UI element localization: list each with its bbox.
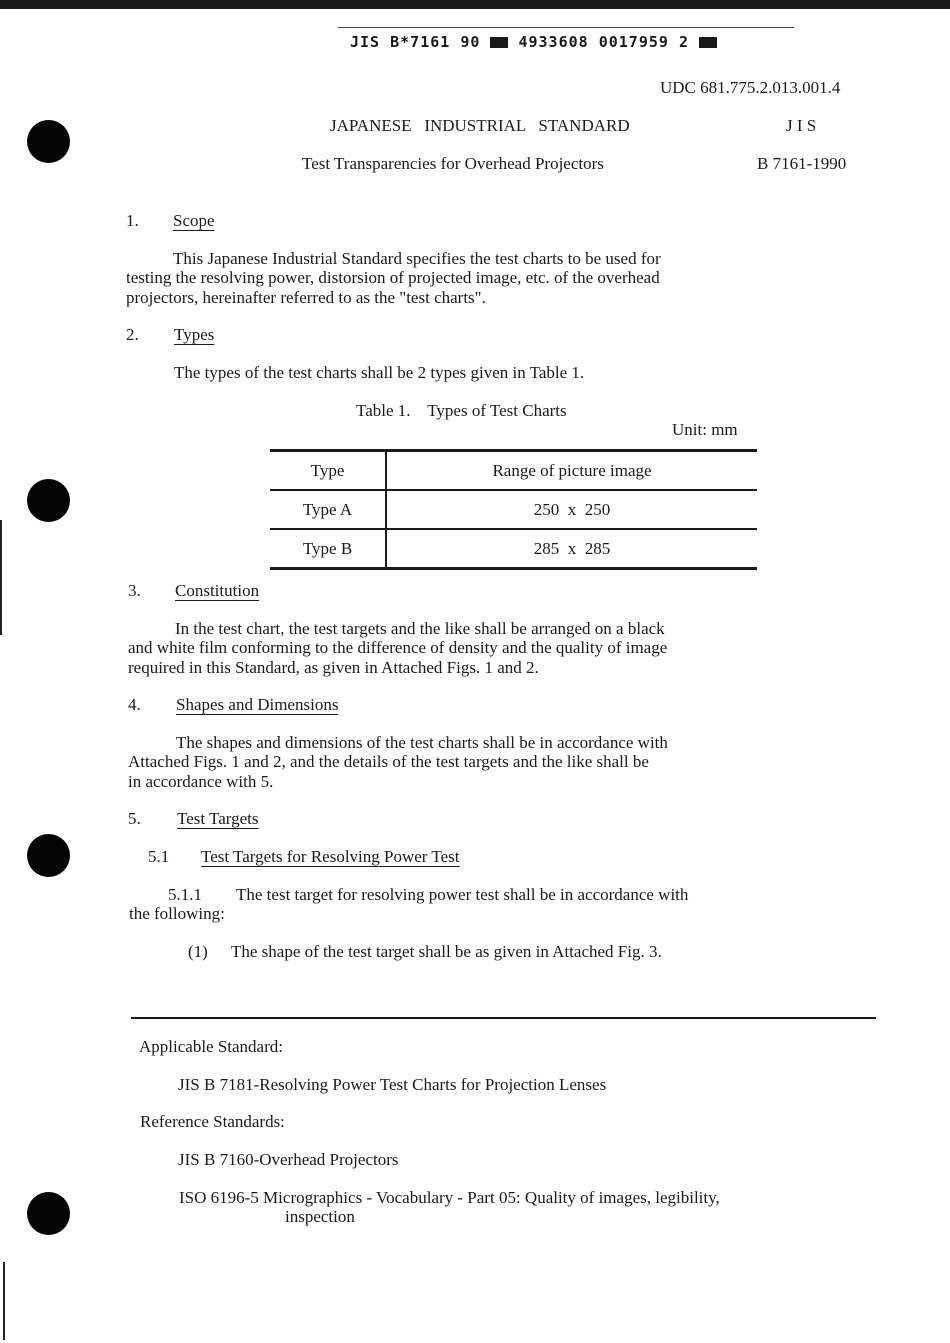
types-table [270, 449, 757, 570]
section-number: 5. [128, 809, 141, 828]
reference-standard-item: JIS B 7160-Overhead Projectors [178, 1150, 399, 1169]
section-number: 2. [126, 325, 139, 344]
catalog-code: JIS B*7161 90 [350, 33, 481, 51]
clause-text: The test target for resolving power test shall be in accordance with [236, 885, 689, 904]
table-unit: Unit: mm [672, 420, 738, 439]
paragraph-line: This Japanese Industrial Standard specifies the test charts to be used for [173, 249, 661, 268]
subsection-number: 5.1 [148, 847, 170, 866]
paragraph-line: testing the resolving power, distorsion of projected image, etc. of the overhead [126, 268, 660, 288]
scan-top-edge [0, 0, 950, 9]
section-title-scope: Scope [173, 211, 215, 230]
reference-standard-item: ISO 6196-5 Micrographics - Vocabulary - Part 05: Quality of images, legibility, [179, 1188, 720, 1207]
scan-edge-mark [3, 1262, 5, 1340]
paragraph-line: Attached Figs. 1 and 2, and the details of the test targets and the like shall be [128, 752, 649, 772]
block-mark [699, 37, 717, 48]
table-header-cell: Type [270, 451, 386, 491]
paragraph-line: in accordance with 5. [128, 771, 274, 791]
section-number: 3. [128, 581, 141, 600]
subsection-title: Test Targets for Resolving Power Test [201, 847, 460, 866]
udc-number: UDC 681.775.2.013.001.4 [660, 78, 841, 97]
paragraph-line: In the test chart, the test targets and the like shall be arranged on a black [175, 619, 665, 638]
section-number: 1. [126, 211, 139, 230]
applicable-standard-label: Applicable Standard: [139, 1037, 283, 1056]
table-cell: Type A [270, 490, 386, 529]
scope-paragraph [126, 249, 661, 307]
clause-text-continued: the following: [129, 904, 225, 923]
punch-hole [27, 834, 70, 877]
table-caption: Table 1. Types of Test Charts [356, 401, 567, 420]
paragraph-line: and white film conforming to the difference of density and the quality of image [128, 638, 668, 658]
document-title: Test Transparencies for Overhead Projectors [302, 154, 604, 173]
section-number: 4. [128, 695, 141, 714]
table-header-cell: Range of picture image [386, 451, 757, 491]
jis-mark: J I S [786, 116, 817, 135]
table-row [270, 529, 757, 569]
paragraph-line: projectors, hereinafter referred to as the "test charts". [126, 287, 486, 307]
paragraph-line: required in this Standard, as given in Attached Figs. 1 and 2. [128, 657, 539, 677]
standard-name: JAPANESE INDUSTRIAL STANDARD [330, 116, 630, 135]
footnote-rule [131, 1017, 876, 1019]
section-title-test-targets: Test Targets [177, 809, 259, 828]
catalog-code-line [350, 33, 717, 52]
reference-standard-item-continued: inspection [285, 1207, 355, 1226]
reference-standards-label: Reference Standards: [140, 1112, 285, 1131]
types-paragraph: The types of the test charts shall be 2 types given in Table 1. [174, 363, 585, 382]
block-mark [490, 37, 508, 48]
table-row [270, 490, 757, 529]
paragraph-line: The shapes and dimensions of the test charts shall be in accordance with [176, 733, 668, 752]
header-rule [338, 27, 794, 28]
table-cell: 250 x 250 [386, 490, 757, 529]
table-cell: Type B [270, 529, 386, 569]
punch-hole [27, 1192, 70, 1235]
section-title-constitution: Constitution [175, 581, 260, 600]
shapes-paragraph [128, 733, 668, 791]
section-title-types: Types [174, 325, 215, 344]
section-title-shapes: Shapes and Dimensions [176, 695, 339, 714]
scan-edge-mark [0, 520, 2, 635]
table-cell: 285 x 285 [386, 529, 757, 569]
clause-number: 5.1.1 [168, 885, 202, 904]
catalog-numbers: 4933608 0017959 2 [518, 33, 689, 51]
item-text: The shape of the test target shall be as given in Attached Fig. 3. [231, 942, 662, 961]
item-number: (1) [188, 942, 208, 961]
constitution-paragraph [128, 619, 667, 677]
applicable-standard-item: JIS B 7181-Resolving Power Test Charts for Projection Lenses [178, 1075, 607, 1094]
punch-hole [27, 120, 70, 163]
punch-hole [27, 479, 70, 522]
table-header-row [270, 451, 757, 491]
standard-number: B 7161-1990 [757, 154, 847, 173]
